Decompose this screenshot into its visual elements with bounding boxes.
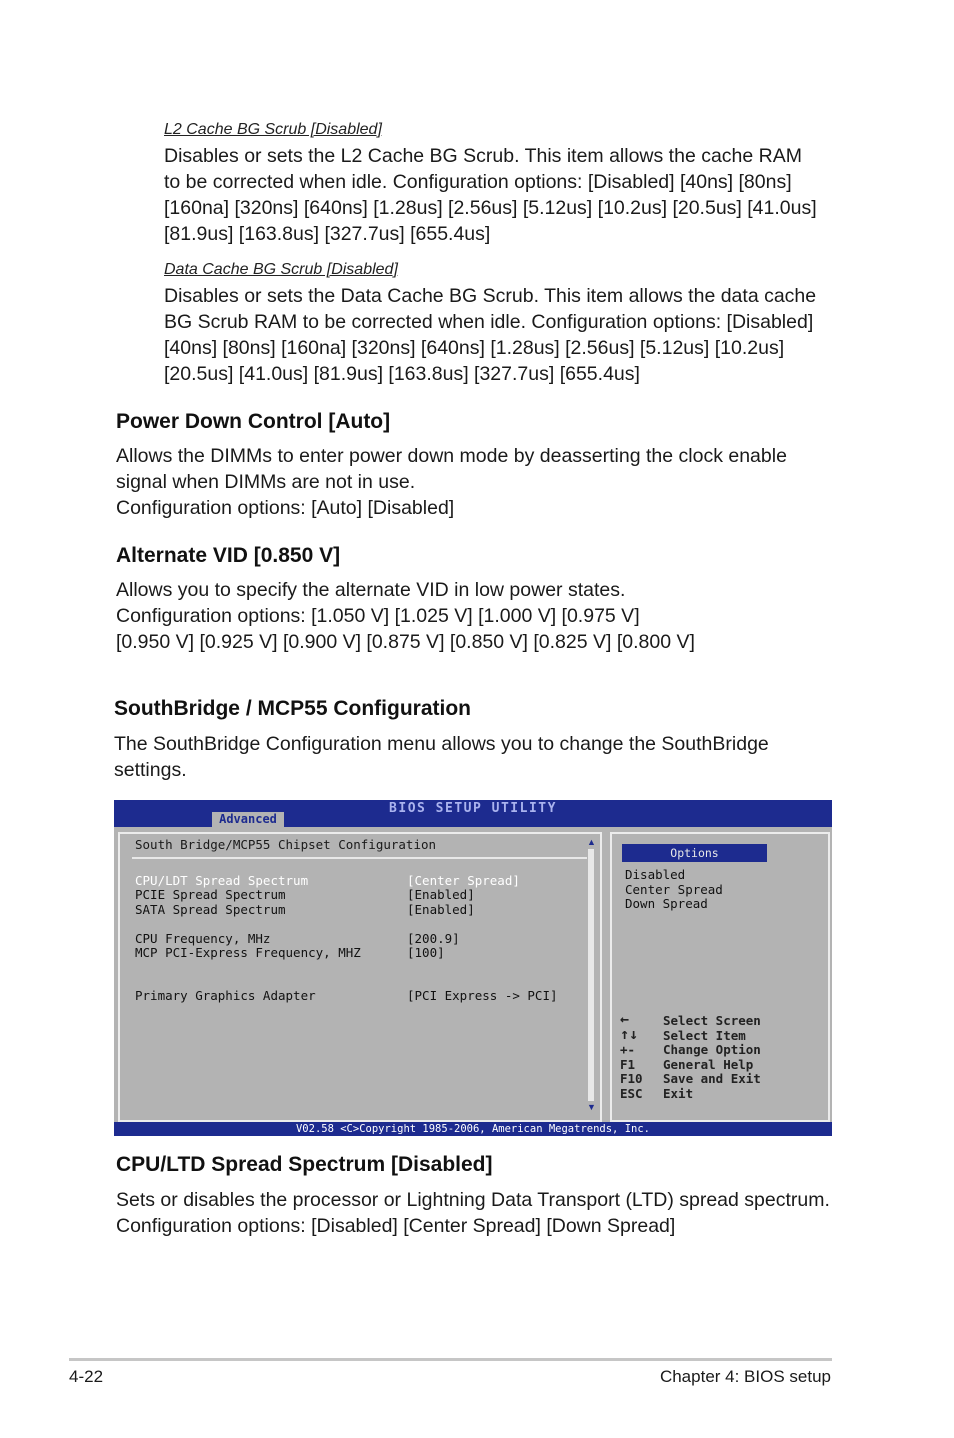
text-line: Configuration options: [Disabled] [Center Spread] [Down Spread] — [116, 1215, 676, 1237]
text-line: Allows the DIMMs to enter power down mode by deasserting the clock enable — [116, 445, 787, 467]
page-number: 4-22 — [69, 1367, 104, 1386]
text-line: The SouthBridge Configuration menu allows you to change the SouthBridge — [114, 733, 769, 755]
bios-main-panel — [118, 832, 602, 1122]
nav-desc-save-exit: Save and Exit — [663, 1071, 761, 1086]
nav-desc-exit: Exit — [663, 1086, 694, 1101]
bios-title: BIOS SETUP UTILITY — [389, 801, 557, 816]
left-arrow-icon: ← — [620, 1010, 630, 1028]
cpu-ltd-description — [116, 1187, 846, 1239]
chapter-title: Chapter 4: BIOS setup — [659, 1367, 831, 1386]
footer-divider — [69, 1358, 832, 1361]
alternate-vid-description — [116, 577, 836, 655]
text-line: [20.5us] [41.0us] [81.9us] [163.8us] [327.7us] [655.4us] — [164, 363, 640, 385]
scroll-down-icon[interactable]: ▼ — [587, 1102, 596, 1112]
setting-value-cpu-frequency[interactable]: [200.9] — [407, 931, 460, 946]
setting-label-pcie-spread[interactable]: PCIE Spread Spectrum — [135, 887, 286, 902]
setting-value-mcp-pcie-frequency[interactable]: [100] — [407, 945, 445, 960]
text-line: [0.950 V] [0.925 V] [0.900 V] [0.875 V] [0.850 V] [0.825 V] [0.800 V] — [116, 631, 695, 653]
nav-key-esc: ESC — [620, 1086, 643, 1101]
text-line: settings. — [114, 759, 187, 781]
text-line: [81.9us] [163.8us] [327.7us] [655.4us] — [164, 223, 491, 245]
bios-scrollbar[interactable] — [586, 837, 596, 1113]
l2-cache-description — [164, 143, 844, 247]
setting-label-sata-spread[interactable]: SATA Spread Spectrum — [135, 902, 286, 917]
panel-title: South Bridge/MCP55 Chipset Configuration — [135, 837, 437, 852]
nav-key-f10: F10 — [620, 1071, 643, 1086]
power-down-heading: Power Down Control [Auto] — [116, 410, 391, 433]
setting-value-pcie-spread[interactable]: [Enabled] — [407, 887, 475, 902]
option-item: Down Spread — [625, 896, 708, 911]
scroll-up-icon[interactable]: ▲ — [587, 837, 596, 847]
l2-cache-title: L2 Cache BG Scrub [Disabled] — [164, 121, 382, 138]
bios-help-panel — [610, 832, 830, 1122]
text-line: Disables or sets the L2 Cache BG Scrub. This item allows the cache RAM — [164, 145, 802, 167]
alternate-vid-heading: Alternate VID [0.850 V] — [116, 544, 341, 567]
setting-value-sata-spread[interactable]: [Enabled] — [407, 902, 475, 917]
southbridge-description — [114, 731, 834, 783]
power-down-description — [116, 443, 836, 521]
cpu-ltd-heading: CPU/LTD Spread Spectrum [Disabled] — [116, 1153, 493, 1176]
setting-label-mcp-pcie-frequency[interactable]: MCP PCI-Express Frequency, MHZ — [135, 945, 361, 960]
nav-desc-select-screen: Select Screen — [663, 1013, 761, 1028]
tab-advanced[interactable]: Advanced — [212, 812, 284, 827]
text-line: Configuration options: [Auto] [Disabled] — [116, 497, 455, 519]
text-line: Sets or disables the processor or Lightning Data Transport (LTD) spread spectrum. — [116, 1189, 830, 1211]
text-line: [40ns] [80ns] [160na] [320ns] [640ns] [1.28us] [2.56us] [5.12us] [10.2us] — [164, 337, 785, 359]
bios-screenshot — [114, 800, 832, 1136]
option-item: Disabled — [625, 867, 686, 882]
setting-label-primary-graphics[interactable]: Primary Graphics Adapter — [135, 988, 316, 1003]
setting-value-cpu-ldt[interactable]: [Center Spread] — [407, 873, 520, 888]
southbridge-heading: SouthBridge / MCP55 Configuration — [114, 697, 471, 720]
setting-label-cpu-ldt[interactable]: CPU/LDT Spread Spectrum — [135, 873, 309, 888]
text-line: [160na] [320ns] [640ns] [1.28us] [2.56us] [5.12us] [10.2us] [20.5us] [41.0us] — [164, 197, 817, 219]
data-cache-title: Data Cache BG Scrub [Disabled] — [164, 261, 398, 278]
nav-key-f1: F1 — [620, 1057, 636, 1072]
option-item: Center Spread — [625, 882, 723, 897]
nav-desc-change-option: Change Option — [663, 1042, 761, 1057]
bios-copyright: V02.58 <C>Copyright 1985-2006, American Megatrends, Inc. — [114, 1122, 832, 1136]
text-line: BG Scrub RAM to be corrected when idle. Configuration options: [Disabled] — [164, 311, 814, 333]
up-down-arrow-icon: ↑↓ — [620, 1025, 639, 1043]
nav-desc-general-help: General Help — [663, 1057, 754, 1072]
setting-value-primary-graphics[interactable]: [PCI Express -> PCI] — [407, 988, 558, 1003]
scroll-track[interactable] — [588, 849, 594, 1101]
nav-key-plus-minus: +- — [620, 1042, 636, 1057]
nav-desc-select-item: Select Item — [663, 1028, 746, 1043]
text-line: Allows you to specify the alternate VID in low power states. — [116, 579, 626, 601]
text-line: Disables or sets the Data Cache BG Scrub. This item allows the data cache — [164, 285, 817, 307]
text-line: to be corrected when idle. Configuration options: [Disabled] [40ns] [80ns] — [164, 171, 792, 193]
options-title: Options — [622, 844, 767, 862]
data-cache-description — [164, 283, 844, 387]
text-line: signal when DIMMs are not in use. — [116, 471, 416, 493]
panel-divider — [132, 857, 587, 859]
setting-label-cpu-frequency[interactable]: CPU Frequency, MHz — [135, 931, 271, 946]
text-line: Configuration options: [1.050 V] [1.025 V] [1.000 V] [0.975 V] — [116, 605, 640, 627]
